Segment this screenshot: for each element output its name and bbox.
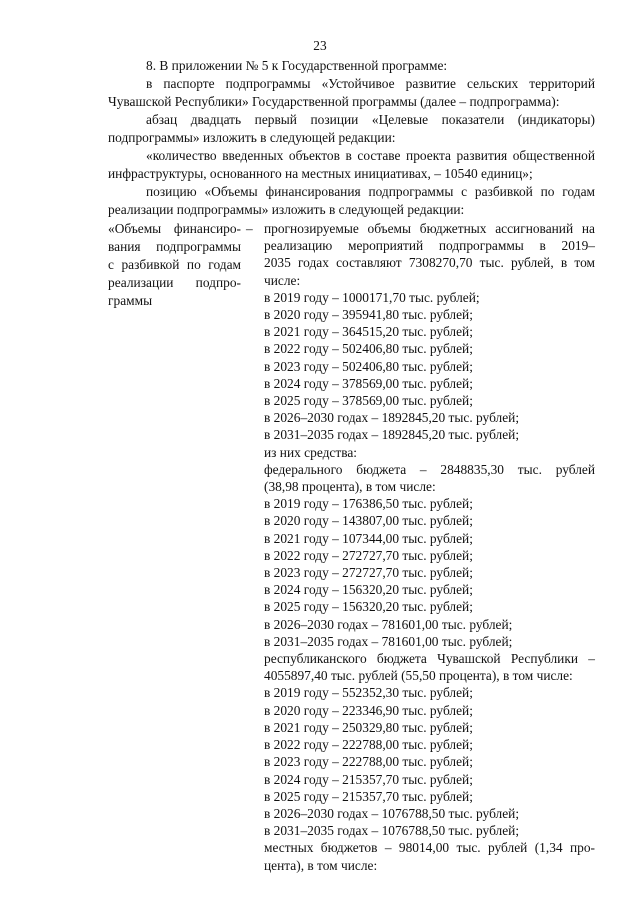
intro-paragraph: в паспорте подпрограммы «Устойчивое развитие сельских территорий Чувашской Республики» Государственной программы (далее – подпрограмма): [108, 76, 595, 109]
label-line: «Объемы финансиро- [108, 221, 241, 236]
financing-line: в 2026–2030 годах – 1076788,50 тыс. рублей; [264, 805, 520, 821]
financing-details [264, 220, 595, 874]
financing-line: в 2020 году – 395941,80 тыс. рублей; [264, 307, 473, 323]
financing-line: в 2021 году – 250329,80 тыс. рублей; [264, 719, 473, 735]
financing-line: в 2023 году – 272727,70 тыс. рублей; [264, 565, 473, 581]
financing-line: цента), в том числе: [264, 857, 378, 873]
financing-line: в 2025 году – 156320,20 тыс. рублей; [264, 599, 473, 615]
financing-line: в 2024 году – 156320,20 тыс. рублей; [264, 582, 473, 598]
financing-line: в 2031–2035 годах – 781601,00 тыс. рублей; [264, 633, 513, 649]
label-line: с разбивкой по годам [108, 257, 241, 272]
label-line: граммы [108, 293, 153, 308]
page-number: 23 [313, 38, 327, 53]
financing-line: числе: [264, 272, 301, 288]
financing-line: в 2025 году – 378569,00 тыс. рублей; [264, 393, 473, 409]
financing-line: в 2022 году – 502406,80 тыс. рублей; [264, 341, 473, 357]
financing-line: в 2020 году – 223346,90 тыс. рублей; [264, 702, 473, 718]
financing-line: 4055897,40 тыс. рублей (55,50 процента), в том числе: [264, 668, 573, 684]
financing-line: в 2026–2030 годах – 781601,00 тыс. рублей; [264, 616, 513, 632]
intro-paragraph: позицию «Объемы финансирования подпрограммы с разбивкой по годам реализации подпрограммы» изложить в следующей редакции: [108, 184, 595, 217]
financing-line: федерального бюджета – 2848835,30 тыс. рублей [264, 461, 595, 477]
financing-line: в 2031–2035 годах – 1892845,20 тыс. рублей; [264, 427, 520, 443]
intro-paragraph: 8. В приложении № 5 к Государственной программе: [146, 58, 448, 73]
label-line: реализации подпро- [108, 275, 241, 290]
financing-line: из них средства: [264, 444, 358, 460]
financing-line: в 2022 году – 222788,00 тыс. рублей; [264, 737, 473, 753]
financing-line: местных бюджетов – 98014,00 тыс. рублей (1,34 про- [264, 840, 595, 856]
intro-text [108, 57, 595, 219]
financing-line: в 2021 году – 364515,20 тыс. рублей; [264, 324, 473, 340]
financing-line: в 2019 году – 552352,30 тыс. рублей; [264, 685, 473, 701]
financing-line: республиканского бюджета Чувашской Республики – [264, 651, 595, 667]
financing-line: в 2025 году – 215357,70 тыс. рублей; [264, 788, 473, 804]
separator-dash: – [246, 221, 253, 236]
financing-line: в 2026–2030 годах – 1892845,20 тыс. рублей; [264, 410, 520, 426]
financing-line: в 2024 году – 378569,00 тыс. рублей; [264, 375, 473, 391]
financing-line: в 2019 году – 1000171,70 тыс. рублей; [264, 289, 480, 305]
financing-line: в 2024 году – 215357,70 тыс. рублей; [264, 771, 473, 787]
financing-line: прогнозируемые объемы бюджетных ассигнований на [264, 221, 595, 236]
financing-line: в 2031–2035 годах – 1076788,50 тыс. рублей; [264, 823, 520, 839]
financing-line: в 2020 году – 143807,00 тыс. рублей; [264, 513, 473, 529]
intro-paragraph: «количество введенных объектов в составе проекта развития общественной инфраструктуры, основанного на местных инициативах, – 10540 единиц»; [108, 148, 595, 181]
label-line: вания подпрограммы [108, 239, 241, 254]
financing-position-label [108, 220, 241, 310]
financing-line: в 2022 году – 272727,70 тыс. рублей; [264, 547, 473, 563]
financing-line: в 2023 году – 222788,00 тыс. рублей; [264, 754, 473, 770]
financing-line: (38,98 процента), в том числе: [264, 479, 436, 495]
financing-line: реализацию мероприятий подпрограммы в 2019– [264, 238, 595, 254]
financing-line: в 2021 году – 107344,00 тыс. рублей; [264, 530, 473, 546]
intro-paragraph: абзац двадцать первый позиции «Целевые показатели (индикаторы) подпрограммы» изложить в следующей редакции: [108, 112, 595, 145]
financing-line: в 2019 году – 176386,50 тыс. рублей; [264, 496, 473, 512]
financing-line: 2035 годах составляют 7308270,70 тыс. рублей, в том [264, 255, 595, 271]
financing-line: в 2023 году – 502406,80 тыс. рублей; [264, 358, 473, 374]
